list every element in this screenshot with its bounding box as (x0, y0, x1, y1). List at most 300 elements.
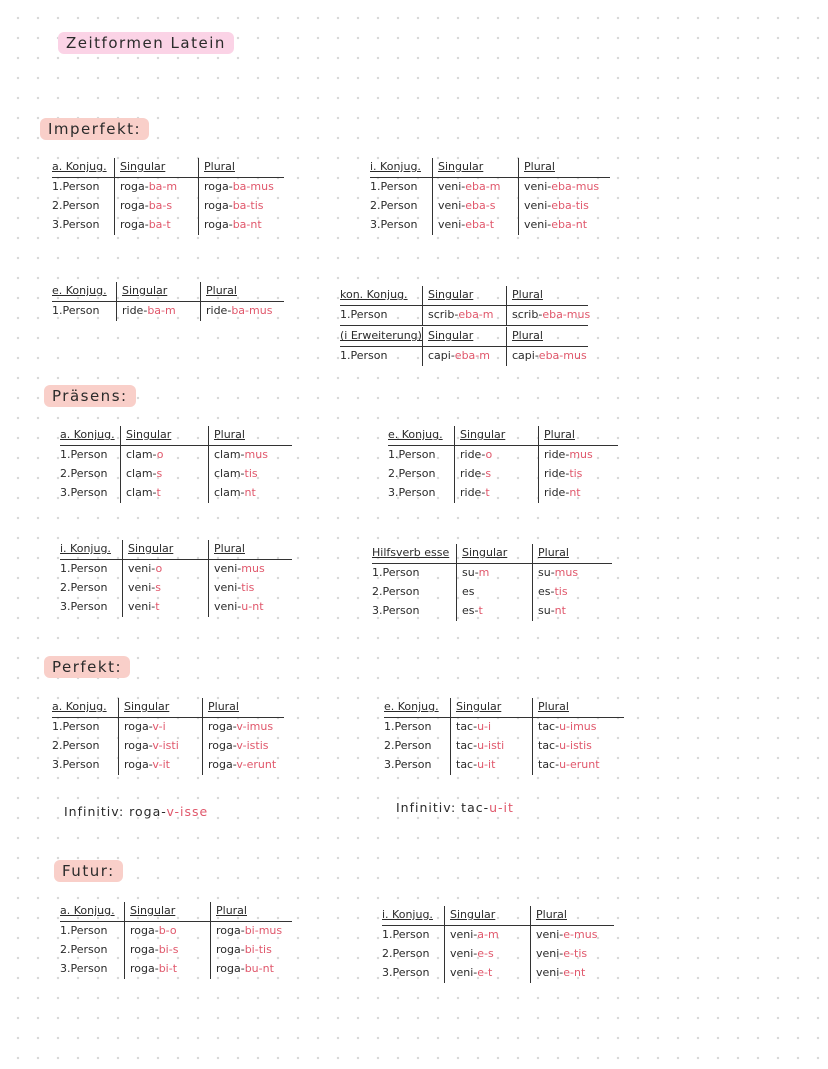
singular-header: Singular (456, 700, 502, 713)
singular-header: Singular (428, 329, 474, 342)
singular-form (120, 197, 172, 215)
singular-form (128, 579, 161, 597)
verb-stem: roga- (204, 180, 233, 193)
verb-ending: eba-t (465, 218, 495, 231)
singular-form (124, 756, 170, 774)
table-imperfekt-e-konjugation (52, 282, 284, 321)
verb-stem: roga- (124, 720, 153, 733)
singular-form (438, 216, 494, 234)
verb-ending: e-s (477, 947, 494, 960)
conjugation-label: i. Konjug. (382, 908, 433, 921)
singular-form (450, 945, 494, 963)
plural-form (214, 446, 268, 464)
singular-header: Singular (460, 428, 506, 441)
singular-header: Singular (130, 904, 176, 917)
verb-stem: ride- (544, 486, 570, 499)
singular-form (428, 347, 490, 365)
person-label: 3.Person (384, 758, 432, 771)
column-divider (422, 286, 423, 325)
person-label: 1.Person (340, 349, 388, 362)
verb-ending: e-nt (563, 966, 586, 979)
person-label: 1.Person (370, 180, 418, 193)
singular-form (456, 718, 491, 736)
verb-stem: ride- (544, 467, 570, 480)
verb-ending: eba-mus (542, 308, 591, 321)
person-label: 1.Person (372, 566, 420, 579)
verb-stem: veni- (214, 600, 242, 613)
verb-ending: nt (554, 604, 566, 617)
verb-ending: mus (244, 448, 268, 461)
singular-form (128, 560, 162, 578)
person-label: 1.Person (60, 924, 108, 937)
plural-form (214, 560, 265, 578)
singular-header: Singular (124, 700, 170, 713)
plural-form (544, 484, 581, 502)
person-label: 3.Person (370, 218, 418, 231)
person-label: 3.Person (388, 486, 436, 499)
verb-ending: u-i (477, 720, 492, 733)
plural-form (524, 216, 587, 234)
person-label: 2.Person (372, 585, 420, 598)
plural-form (512, 306, 590, 324)
verb-stem: clam- (214, 448, 245, 461)
verb-stem: roga- (216, 962, 245, 975)
person-label: 1.Person (384, 720, 432, 733)
verb-ending: v-it (152, 758, 170, 771)
person-label: 3.Person (60, 962, 108, 975)
verb-stem: roga- (120, 218, 149, 231)
infinitiv-stem: tac- (461, 800, 490, 815)
verb-stem: veni- (536, 947, 564, 960)
singular-header: Singular (462, 546, 508, 559)
section-heading-perfekt: Perfekt: (44, 656, 130, 678)
verb-ending: tis (554, 585, 568, 598)
verb-ending: ba-t (148, 218, 171, 231)
singular-form (126, 465, 162, 483)
verb-ending: o (485, 448, 493, 461)
verb-stem: roga- (120, 180, 149, 193)
conjugation-label: i. Konjug. (370, 160, 421, 173)
conjugation-label: a. Konjug. (52, 700, 107, 713)
verb-stem: veni- (450, 947, 478, 960)
singular-header: Singular (120, 160, 166, 173)
verb-ending: ba-m (147, 304, 176, 317)
singular-form (450, 964, 492, 982)
column-divider (532, 544, 533, 621)
verb-stem: veni- (214, 562, 242, 575)
verb-ending: u-isti (477, 739, 505, 752)
verb-ending: u-nt (241, 600, 264, 613)
person-label: 2.Person (382, 947, 430, 960)
plural-form (214, 598, 264, 616)
section-heading-imperfekt: Imperfekt: (40, 118, 149, 140)
plural-form (204, 197, 264, 215)
verb-ending: m (478, 566, 490, 579)
verb-stem: roga- (208, 739, 237, 752)
person-label: 1.Person (60, 562, 108, 575)
plural-header: Plural (214, 542, 245, 555)
plural-header: Plural (214, 428, 245, 441)
person-label: 1.Person (52, 304, 100, 317)
table-perfekt-a-konjugation (52, 698, 284, 775)
verb-ending: eba-mus (551, 180, 600, 193)
verb-stem: roga- (216, 943, 245, 956)
singular-form (456, 737, 504, 755)
verb-stem: clam- (126, 448, 157, 461)
verb-stem: scrib- (512, 308, 543, 321)
verb-stem: roga- (124, 758, 153, 771)
plural-form (538, 583, 568, 601)
verb-stem: veni- (524, 199, 552, 212)
verb-ending: b-o (158, 924, 177, 937)
conjugation-label: e. Konjug. (388, 428, 443, 441)
person-label: 1.Person (52, 720, 100, 733)
verb-stem: roga- (130, 924, 159, 937)
verb-stem: roga- (204, 218, 233, 231)
column-divider (208, 540, 209, 617)
column-divider (518, 158, 519, 235)
singular-form (130, 941, 178, 959)
verb-stem: veni- (128, 562, 156, 575)
plural-form (538, 564, 578, 582)
column-divider (200, 282, 201, 321)
verb-ending: tis (569, 467, 583, 480)
plural-form (216, 922, 282, 940)
plural-form (208, 756, 276, 774)
verb-stem: clam- (214, 486, 245, 499)
person-label: 1.Person (382, 928, 430, 941)
verb-stem: tac- (456, 720, 478, 733)
verb-stem: es- (538, 585, 555, 598)
verb-stem: veni- (536, 928, 564, 941)
column-divider (208, 426, 209, 503)
verb-stem: veni- (438, 218, 466, 231)
verb-ending: v-isti (152, 739, 179, 752)
infinitiv-ending: u-it (489, 800, 514, 815)
verb-ending: ba-nt (232, 218, 262, 231)
singular-header: Singular (428, 288, 474, 301)
verb-stem: roga- (208, 758, 237, 771)
column-divider (538, 426, 539, 503)
verb-ending: mus (554, 566, 579, 579)
singular-form (128, 598, 160, 616)
singular-form (456, 756, 495, 774)
column-divider (210, 902, 211, 979)
singular-form (120, 178, 177, 196)
verb-stem: veni- (128, 581, 156, 594)
verb-ending: a-m (477, 928, 499, 941)
verb-stem: clam- (214, 467, 245, 480)
verb-ending: v-imus (236, 720, 274, 733)
verb-ending: t (478, 604, 483, 617)
plural-header: Plural (204, 160, 235, 173)
verb-ending: eba-tis (551, 199, 589, 212)
plural-header: Plural (206, 284, 237, 297)
plural-form (524, 178, 599, 196)
table-praesens-a-konjugation (60, 426, 292, 503)
verb-stem: roga- (204, 199, 233, 212)
verb-stem: roga- (208, 720, 237, 733)
infinitiv-a-konjugation (64, 804, 208, 819)
column-divider (444, 906, 445, 983)
verb-stem: capi- (512, 349, 539, 362)
person-label: 1.Person (52, 180, 100, 193)
plural-header: Plural (538, 700, 569, 713)
person-label: 3.Person (60, 486, 108, 499)
verb-ending: v-erunt (236, 758, 277, 771)
singular-header: Singular (122, 284, 168, 297)
plural-form (538, 737, 592, 755)
singular-form (462, 602, 483, 620)
singular-form (122, 302, 176, 320)
verb-ending: o (155, 562, 163, 575)
column-divider (120, 426, 121, 503)
column-divider (202, 698, 203, 775)
verb-ending: eba-mus (538, 349, 587, 362)
plural-form (538, 718, 597, 736)
column-divider (114, 158, 115, 235)
conjugation-label: a. Konjug. (60, 904, 115, 917)
plural-form (208, 718, 273, 736)
verb-ending: bi-t (158, 962, 178, 975)
section-heading-futur: Futur: (54, 860, 123, 882)
singular-form (438, 197, 495, 215)
verb-stem: tac- (538, 758, 560, 771)
plural-form (544, 465, 582, 483)
verb-ending: t (485, 486, 490, 499)
plural-header: Plural (216, 904, 247, 917)
singular-form (120, 216, 171, 234)
plural-header: Plural (538, 546, 569, 559)
verb-ending: s (156, 467, 163, 480)
verb-ending: mus (569, 448, 593, 461)
verb-ending: t (155, 600, 160, 613)
infinitiv-label: Infinitiv: (396, 800, 457, 815)
column-divider (432, 158, 433, 235)
plural-form (536, 926, 597, 944)
verb-stem: ride- (206, 304, 232, 317)
singular-form (124, 718, 166, 736)
table-praesens-e-konjugation (388, 426, 618, 503)
verb-ending: o (156, 448, 164, 461)
verb-ending: bi-mus (244, 924, 283, 937)
conjugation-label: kon. Konjug. (340, 288, 408, 301)
verb-stem: ride- (544, 448, 570, 461)
plural-form (214, 484, 256, 502)
verb-ending: ba-mus (232, 180, 274, 193)
verb-stem: veni- (128, 600, 156, 613)
conjugation-label: e. Konjug. (384, 700, 439, 713)
singular-form (130, 922, 177, 940)
person-label: 2.Person (52, 739, 100, 752)
plural-form (538, 602, 566, 620)
verb-ending: e-t (477, 966, 493, 979)
verb-stem: veni- (450, 928, 478, 941)
person-label: 2.Person (60, 581, 108, 594)
section-heading-praesens: Präsens: (44, 385, 136, 407)
plural-header: Plural (208, 700, 239, 713)
infinitiv-label: Infinitiv: (64, 804, 125, 819)
verb-stem: veni- (438, 199, 466, 212)
column-divider (198, 158, 199, 235)
verb-ending: bu-nt (244, 962, 274, 975)
verb-ending: eba-s (465, 199, 496, 212)
person-label: 1.Person (388, 448, 436, 461)
singular-header: Singular (128, 542, 174, 555)
verb-stem: clam- (126, 486, 157, 499)
plural-form (204, 216, 262, 234)
plural-header: Plural (544, 428, 575, 441)
singular-form (462, 583, 475, 601)
infinitiv-ending: v-isse (166, 804, 209, 819)
singular-form (438, 178, 500, 196)
person-label: 3.Person (382, 966, 430, 979)
plural-form (208, 737, 269, 755)
verb-stem: su- (538, 566, 555, 579)
verb-ending: eba-m (465, 180, 501, 193)
verb-stem: tac- (538, 739, 560, 752)
singular-form (126, 446, 163, 464)
singular-form (124, 737, 179, 755)
verb-stem: roga- (130, 943, 159, 956)
singular-header: Singular (450, 908, 496, 921)
page-title: Zeitformen Latein (58, 32, 234, 54)
singular-header: Singular (438, 160, 484, 173)
verb-ending: ba-tis (232, 199, 264, 212)
table-praesens-i-konjugation (60, 540, 292, 617)
verb-ending: ba-m (148, 180, 178, 193)
person-label: 2.Person (60, 943, 108, 956)
singular-form (460, 484, 490, 502)
plural-form (524, 197, 589, 215)
plural-header: Plural (536, 908, 567, 921)
plural-form (512, 347, 587, 365)
verb-stem: su- (462, 566, 479, 579)
table-imperfekt-kon-konjugation (340, 286, 591, 366)
singular-form (130, 960, 177, 978)
singular-form (450, 926, 499, 944)
verb-ending: tis (241, 581, 255, 594)
verb-stem: es- (462, 604, 479, 617)
column-divider (118, 698, 119, 775)
person-label: 1.Person (340, 308, 388, 321)
verb-stem: roga- (120, 199, 149, 212)
verb-stem: ride- (460, 486, 486, 499)
plural-header: Plural (512, 288, 543, 301)
verb-stem: veni- (536, 966, 564, 979)
table-futur-a-konjugation (60, 902, 292, 979)
plural-form (538, 756, 600, 774)
conjugation-label: a. Konjug. (60, 428, 115, 441)
conjugation-label: i. Konjug. (60, 542, 111, 555)
person-label: 2.Person (370, 199, 418, 212)
verb-stem: capi- (428, 349, 455, 362)
singular-form (460, 446, 492, 464)
singular-form (462, 564, 489, 582)
verb-ending: eba-m (458, 308, 494, 321)
verb-stem: ride- (122, 304, 148, 317)
infinitiv-e-konjugation (396, 800, 514, 815)
singular-header: Singular (126, 428, 172, 441)
plural-header: Plural (524, 160, 555, 173)
singular-form (460, 465, 491, 483)
verb-ending: v-istis (236, 739, 269, 752)
plural-header: Plural (512, 329, 543, 342)
conjugation-label: (i Erweiterung) (340, 329, 422, 342)
verb-ending: eba-m (454, 349, 490, 362)
verb-stem: es (462, 585, 475, 598)
verb-ending: u-erunt (559, 758, 600, 771)
verb-ending: t (156, 486, 161, 499)
person-label: 2.Person (52, 199, 100, 212)
verb-ending: eba-nt (551, 218, 588, 231)
plural-form (204, 178, 274, 196)
person-label: 1.Person (60, 448, 108, 461)
verb-ending: ba-s (148, 199, 173, 212)
column-divider (450, 698, 451, 775)
verb-stem: su- (538, 604, 555, 617)
person-label: 2.Person (60, 467, 108, 480)
verb-stem: veni- (214, 581, 242, 594)
plural-form (216, 941, 272, 959)
verb-stem: tac- (538, 720, 560, 733)
verb-ending: u-it (477, 758, 496, 771)
column-divider (506, 286, 507, 325)
verb-stem: scrib- (428, 308, 459, 321)
column-divider (532, 698, 533, 775)
verb-stem: ride- (460, 448, 486, 461)
verb-ending: nt (569, 486, 581, 499)
verb-stem: tac- (456, 739, 478, 752)
verb-ending: e-tis (563, 947, 588, 960)
verb-ending: nt (244, 486, 256, 499)
verb-stem: veni- (438, 180, 466, 193)
column-divider (456, 544, 457, 621)
verb-stem: roga- (124, 739, 153, 752)
verb-stem: veni- (450, 966, 478, 979)
infinitiv-stem: roga- (129, 804, 167, 819)
plural-form (214, 465, 258, 483)
verb-ending: s (485, 467, 492, 480)
column-divider (122, 540, 123, 617)
plural-form (544, 446, 593, 464)
verb-ending: v-i (152, 720, 166, 733)
verb-stem: clam- (126, 467, 157, 480)
person-label: 3.Person (52, 218, 100, 231)
column-divider (124, 902, 125, 979)
verb-ending: s (155, 581, 162, 594)
verb-ending: mus (241, 562, 265, 575)
table-praesens-hilfsverb-esse (372, 544, 612, 621)
person-label: 3.Person (52, 758, 100, 771)
person-label: 2.Person (388, 467, 436, 480)
verb-stem: roga- (130, 962, 159, 975)
verb-ending: u-istis (559, 739, 592, 752)
table-imperfekt-a-konjugation (52, 158, 284, 235)
verb-stem: veni- (524, 180, 552, 193)
verb-stem: tac- (456, 758, 478, 771)
verb-ending: bi-tis (244, 943, 272, 956)
plural-form (206, 302, 272, 320)
person-label: 3.Person (372, 604, 420, 617)
column-divider (530, 906, 531, 983)
column-divider (506, 327, 507, 366)
verb-stem: ride- (460, 467, 486, 480)
table-perfekt-e-konjugation (384, 698, 624, 775)
column-divider (454, 426, 455, 503)
conjugation-label: a. Konjug. (52, 160, 107, 173)
column-divider (116, 282, 117, 321)
